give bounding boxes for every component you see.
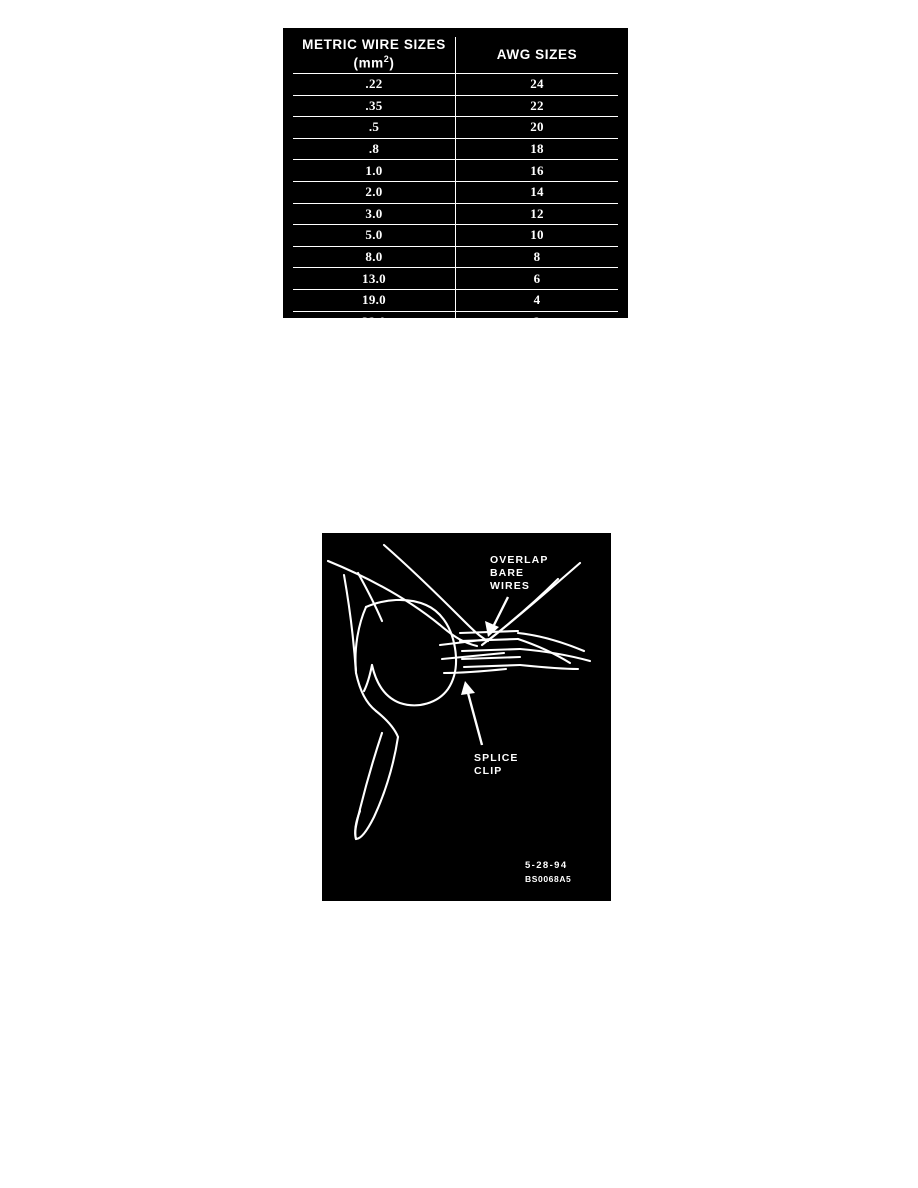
metric-awg-wire-size-figure (283, 28, 628, 329)
table-row (293, 203, 618, 225)
column-header-metric (293, 37, 456, 74)
table-row (293, 268, 618, 290)
cell-awg-size: 20 (456, 117, 619, 139)
cell-awg-size: 12 (456, 203, 619, 225)
cell-awg-size: 22 (456, 95, 619, 117)
table-row (293, 74, 618, 96)
column-header-metric-units-superscript: 2 (383, 54, 390, 65)
table-row (293, 289, 618, 311)
cell-metric-size: .8 (293, 138, 456, 160)
cell-awg-size: 8 (456, 246, 619, 268)
column-header-metric-units-open: (mm (353, 55, 384, 71)
cell-metric-size: .5 (293, 117, 456, 139)
table-row (293, 225, 618, 247)
table-row (293, 160, 618, 182)
splice-clip-figure (322, 533, 611, 901)
table-header-row (293, 37, 618, 74)
splice-drawing (322, 533, 611, 901)
cell-awg-size: 4 (456, 289, 619, 311)
column-header-awg: AWG SIZES (456, 37, 619, 74)
table-row (293, 117, 618, 139)
table-header (293, 37, 618, 74)
column-header-metric-label: METRIC WIRE SIZES (302, 37, 446, 53)
callout-overlap-line3: WIRES (490, 580, 530, 592)
cell-metric-size: 2.0 (293, 181, 456, 203)
callout-splice-line2: CLIP (474, 765, 503, 777)
cell-awg-size: 6 (456, 268, 619, 290)
cell-metric-size: 3.0 (293, 203, 456, 225)
table-row (293, 181, 618, 203)
wire-size-table (293, 37, 618, 332)
cell-metric-size: 8.0 (293, 246, 456, 268)
table-row (293, 95, 618, 117)
cell-awg-size: 2 (456, 311, 619, 332)
cell-metric-size: 19.0 (293, 289, 456, 311)
cell-metric-size: .35 (293, 95, 456, 117)
cell-metric-size: 1.0 (293, 160, 456, 182)
figure-stamp-code: BS0068A5 (525, 874, 572, 884)
callout-splice-line1: SPLICE (474, 752, 519, 764)
cell-awg-size: 24 (456, 74, 619, 96)
cell-metric-size: .22 (293, 74, 456, 96)
cell-awg-size: 14 (456, 181, 619, 203)
cell-awg-size: 16 (456, 160, 619, 182)
cell-metric-size: 13.0 (293, 268, 456, 290)
table-row (293, 246, 618, 268)
callout-overlap-line2: BARE (490, 567, 525, 579)
table-body (293, 74, 618, 333)
callout-overlap-line1: OVERLAP (490, 554, 549, 566)
table-row (293, 138, 618, 160)
cell-metric-size: 32.0 (293, 311, 456, 332)
cell-awg-size: 18 (456, 138, 619, 160)
figure-stamp-date: 5-28-94 (525, 860, 568, 871)
cell-awg-size: 10 (456, 225, 619, 247)
cell-metric-size: 5.0 (293, 225, 456, 247)
column-header-metric-units-close: ) (389, 55, 395, 71)
table-row (293, 311, 618, 332)
